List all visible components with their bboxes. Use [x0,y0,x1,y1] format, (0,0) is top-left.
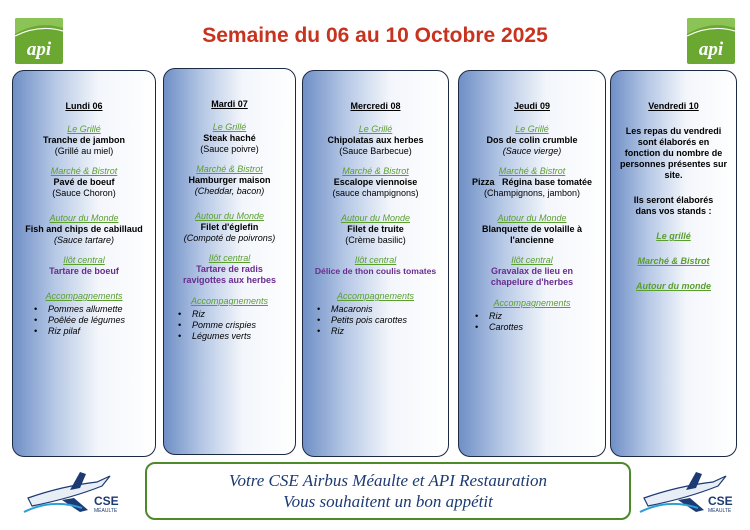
section-label: Accompagnements [493,298,571,308]
section-label: Marché & Bistrot [498,166,566,176]
dish-sauce: (Grillé au miel) [54,146,114,156]
dish-sauce: (sauce champignons) [332,188,419,198]
list-item: • Petits pois carottes [317,315,448,326]
footer-message [145,462,631,520]
dish-name: Filet d'églefin [200,222,259,232]
section-monde [164,211,295,244]
dish-sauce: (Sauce Barbecue) [339,146,412,156]
day-column-mercredi [302,70,449,457]
api-logo-text: api [698,39,724,60]
dish-name: Délice de thon coulis tomates [314,266,437,276]
section-monde [459,213,605,246]
dish-sauce: (Crème basilic) [345,235,406,245]
cse-logo-title: CSE [94,494,119,508]
dish-name: Blanquette de volaille à l'ancienne [481,224,583,245]
section-label: Le Grillé [515,124,549,134]
day-heading: Lundi 06 [65,101,103,111]
day-column-vendredi [610,70,737,457]
section-grille [303,124,448,157]
section-marche [13,166,155,199]
section-grille [13,124,155,157]
friday-stand-monde: Autour du monde [636,281,711,291]
list-item: • Macaronis [317,304,448,315]
side-list [303,304,448,337]
dish-name: Escalope viennoise [333,177,418,187]
section-label: Ilôt central [511,255,553,265]
side-list [459,311,605,333]
day-column-mardi [163,68,296,455]
dish-name: Hamburger maison [188,175,271,185]
section-ilot [164,253,295,286]
dish-sauce: (Compoté de poivrons) [183,233,276,243]
friday-note: Les repas du vendredi sont élaborés en fonction du nombre de personnes présentes sur site. [619,126,728,180]
section-marche [303,166,448,199]
section-label: Ilôt central [63,255,105,265]
section-label: Le Grillé [358,124,393,134]
section-label: Autour du Monde [497,213,567,223]
day-heading: Jeudi 09 [513,101,551,111]
day-heading: Vendredi 10 [648,101,699,111]
list-item: • Pommes allumette [34,304,155,315]
section-label: Autour du Monde [194,211,265,221]
list-item: • Carottes [475,322,605,333]
section-accompagnements [13,291,155,337]
dish-name: Pizza Régina base tomatée [471,177,593,187]
dish-name: Tartare de boeuf [49,266,119,276]
dish-name: Pavé de boeuf [53,177,115,187]
section-accompagnements [303,291,448,337]
api-logo-text: api [26,39,52,60]
section-label: Ilôt central [208,253,251,263]
section-grille [459,124,605,157]
cse-logo-left [22,468,127,518]
dish-name: Chipolatas aux herbes [327,135,424,145]
cse-logo-right [638,468,743,518]
dish-name: Gravalax de lieu en chapelure d'herbes [490,266,574,287]
list-item: • Riz [475,311,605,322]
dish-sauce: (Sauce Choron) [52,188,116,198]
section-monde [303,213,448,246]
dish-name: Steak haché [203,133,256,143]
list-item: • Poêlée de légumes [34,315,155,326]
section-grille [164,122,295,155]
dish-sauce: (Cheddar, bacon) [194,186,265,196]
footer-line-1: Votre CSE Airbus Méaulte et API Restauration [229,471,547,490]
section-accompagnements [164,296,295,342]
section-label: Marché & Bistrot [196,164,263,174]
side-list [13,304,155,337]
list-item: • Légumes verts [178,331,295,342]
dish-sauce: (Sauce tartare) [53,235,115,245]
section-marche [459,166,605,199]
section-label: Autour du Monde [340,213,411,223]
day-heading: Mercredi 08 [350,101,401,111]
cse-logo-subtitle: MÉAULTE [94,508,118,514]
dish-sauce: (Sauce vierge) [502,146,562,156]
footer-line-2: Vous souhaitent un bon appétit [283,492,493,511]
list-item: • Pomme crispies [178,320,295,331]
section-label: Accompagnements [190,296,269,306]
dish-name: Dos de colin crumble [486,135,578,145]
dish-name: Fish and chips de cabillaud [25,224,143,234]
list-item: • Riz [178,309,295,320]
section-label: Marché & Bistrot [342,166,409,176]
cse-logo-title: CSE [708,494,733,508]
day-heading: Mardi 07 [211,99,248,109]
page-title: Semaine du 06 au 10 Octobre 2025 [202,24,548,47]
dish-name: Tranche de jambon [42,135,126,145]
section-label: Le Grillé [67,124,101,134]
friday-note-stands: Ils seront élaborés dans vos stands : [633,195,714,216]
friday-stand-grille: Le grillé [656,231,691,241]
section-label: Accompagnements [336,291,415,301]
section-accompagnements [459,298,605,333]
cse-logo-subtitle: MÉAULTE [708,508,732,514]
section-ilot [459,255,605,288]
dish-sauce: (Sauce poivre) [200,144,259,154]
dish-sauce: (Champignons, jambon) [483,188,581,198]
day-column-lundi [12,70,156,457]
list-item: • Riz pilaf [34,326,155,337]
side-list [164,309,295,342]
day-column-jeudi [458,70,606,457]
list-item: • Riz [317,326,448,337]
section-label: Ilôt central [354,255,397,265]
section-label: Marché & Bistrot [50,166,118,176]
section-label: Accompagnements [45,291,123,301]
section-label: Autour du Monde [49,213,119,223]
section-ilot [13,255,155,277]
dish-name: Tartare de radis ravigottes aux herbes [182,264,277,285]
dish-name: Filet de truite [347,224,404,234]
friday-stand-marche: Marché & Bistrot [637,256,710,266]
section-ilot [303,255,448,277]
section-monde [13,213,155,246]
section-label: Le Grillé [212,122,247,132]
section-marche [164,164,295,197]
